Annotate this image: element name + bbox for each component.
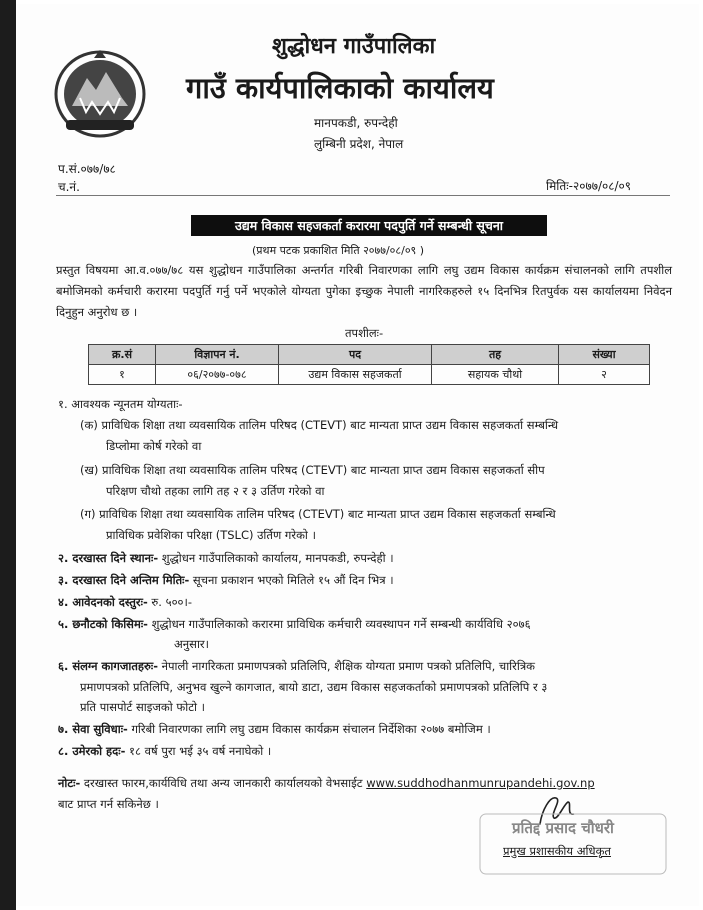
qualification-ga-line2: प्राविधिक प्रवेशिका परिक्षा (TSLC) उर्तिण गरेको । bbox=[106, 528, 316, 542]
item-text: शुद्धोधन गाउँपालिकाको करारमा प्राविधिक कर्मचारी व्यवस्थापन गर्ने सम्बन्धी कार्यविधि २०७६ bbox=[147, 617, 531, 631]
item-text: शुद्धोधन गाउँपालिकाको कार्यालय, मानपकडी, रुपन्देही । bbox=[158, 551, 394, 565]
nepal-emblem-icon bbox=[52, 48, 148, 140]
item-label: २. दरखास्त दिने स्थानः- bbox=[58, 551, 159, 565]
item-label: ८. उमेरको हदः- bbox=[58, 744, 126, 758]
qualification-kha-line2: परिक्षण चौथो तहका लागि तह २ र ३ उर्तिण गरेको वा bbox=[106, 484, 325, 498]
address-line2: लुम्बिनी प्रदेश, नेपाल bbox=[314, 137, 404, 151]
item-label: ४. आवेदनको दस्तुरः- bbox=[58, 595, 148, 609]
item-text: रु. ५००।- bbox=[147, 595, 193, 609]
item-documents bbox=[58, 659, 535, 674]
publication-date: (प्रथम पटक प्रकाशित मिति २०७७/०८/०९ ) bbox=[252, 244, 425, 257]
item-selection bbox=[58, 617, 531, 632]
item-application-place bbox=[58, 551, 394, 566]
qualification-ga-line1: (ग) प्राविधिक शिक्षा तथा व्यवसायिक तालिम परिषद (CTEVT) बाट मान्यता प्राप्त उद्यम विकास सहजकर्ता सम्बन्धि bbox=[80, 507, 556, 521]
item-deadline bbox=[58, 573, 394, 588]
footer-note bbox=[58, 776, 595, 791]
item-label: ५. छनौटको किसिमः- bbox=[58, 617, 148, 631]
issue-date: मितिः-२०७७/०८/०९ bbox=[546, 179, 631, 193]
item-text: गरिबी निवारणका लागि लघु उद्यम विकास कार्यक्रम संचालन निर्देशिका २०७७ बमोजिम । bbox=[127, 722, 491, 736]
col-advert-no: विज्ञापन नं. bbox=[156, 345, 279, 365]
cell-advert-no: ०६/२०७७-०७८ bbox=[156, 365, 279, 385]
cell-level: सहायक चौथो bbox=[432, 365, 559, 385]
item-age-limit bbox=[58, 744, 271, 759]
cell-count: २ bbox=[559, 365, 650, 385]
col-serial: क्र.सं bbox=[89, 345, 156, 365]
cell-serial: १ bbox=[89, 365, 156, 385]
item-label: ६. संलग्न कागजातहरुः- bbox=[58, 659, 158, 673]
col-level: तह bbox=[432, 345, 559, 365]
signatory-title: प्रमुख प्रशासकीय अधिकृत bbox=[503, 844, 611, 858]
item-fee bbox=[58, 595, 192, 610]
org-name-line1: शुद्धोधन गाउँपालिका bbox=[272, 34, 436, 59]
signatory-name: प्रतिद्द प्रसाद चौधरी bbox=[512, 819, 614, 837]
item-text: नेपाली नागरिकता प्रमाणपत्रको प्रतिलिपि, शैक्षिक योग्यता प्रमाण पत्रको प्रतिलिपि, चारित्रिक bbox=[157, 659, 536, 673]
reference-number: प.सं.०७७/७८ bbox=[58, 162, 116, 176]
scan-dark-edge bbox=[0, 0, 16, 910]
org-name-line2: गाउँ कार्यपालिकाको कार्यालय bbox=[186, 71, 494, 105]
note-label: नोटः- bbox=[58, 776, 81, 790]
item-documents-cont1: प्रमाणपत्रको प्रतिलिपि, अनुभव खुल्ने कागजात, बायो डाटा, उद्यम विकास सहजकर्ताको प्रमाणपत्रको प्रतिलिपि र ३ bbox=[80, 680, 548, 694]
notice-subject: उद्यम विकास सहजकर्ता करारमा पदपुर्ति गर्ने सम्बन्धी सूचना bbox=[191, 215, 547, 236]
item-documents-cont2: प्रति पासपोर्ट साइजको फोटो । bbox=[80, 700, 206, 714]
item-text: सूचना प्रकाशन भएको मितिले १५ औं दिन भित्र । bbox=[189, 573, 394, 587]
notice-body: प्रस्तुत विषयमा आ.व.०७७/७८ यस शुद्धोधन गाउँपालिका अन्तर्गत गरिबी निवारणका लागि लघु उद्यम विकास कार्यक्रम संचालनको लागि तपशील बमोजिमको कर्मचारी करारमा पदपुर्ति गर्नु पर्ने भएकोले योग्यता पुगेका इच्छुक नेपाली नागरिकहरुले १५ दिनभित्र रितपुर्वक यस कार्यालयमा निवेदन दिनुहुन अनुरोध छ । bbox=[56, 263, 672, 319]
address-line1: मानपकडी, रुपन्देही bbox=[314, 116, 398, 130]
item-label: ७. सेवा सुविधाः- bbox=[58, 722, 128, 736]
cell-post: उद्यम विकास सहजकर्ता bbox=[279, 365, 432, 385]
qualification-ka-line2: डिप्लोमा कोर्ष गरेको वा bbox=[106, 439, 202, 453]
details-heading: तपशीलः- bbox=[345, 326, 384, 340]
qualification-heading: १. आवश्यक न्यूनतम योग्यताः- bbox=[58, 397, 183, 411]
item-benefits bbox=[58, 722, 491, 737]
item-label: ३. दरखास्त दिने अन्तिम मितिः- bbox=[58, 573, 190, 587]
footer-note-cont: बाट प्राप्त गर्न सकिनेछ । bbox=[58, 797, 159, 811]
vacancy-table bbox=[88, 344, 650, 385]
item-text: १८ वर्ष पुरा भई ३५ वर्ष ननाघेको । bbox=[125, 744, 272, 758]
table-row bbox=[89, 365, 650, 385]
col-count: संख्या bbox=[559, 345, 650, 365]
header-divider bbox=[56, 195, 670, 196]
dispatch-number: च.नं. bbox=[58, 180, 80, 194]
note-text: दरखास्त फारम,कार्यविधि तथा अन्य जानकारी कार्यालयको वेभसाईट bbox=[80, 776, 367, 790]
table-header-row bbox=[89, 345, 650, 365]
col-post: पद bbox=[279, 345, 432, 365]
qualification-ka-line1: (क) प्राविधिक शिक्षा तथा व्यवसायिक तालिम परिषद (CTEVT) बाट मान्यता प्राप्त उद्यम विकास सहजकर्ता सम्बन्धि bbox=[80, 418, 559, 432]
item-selection-cont: अनुसार। bbox=[174, 637, 209, 651]
qualification-kha-line1: (ख) प्राविधिक शिक्षा तथा व्यवसायिक तालिम परिषद (CTEVT) बाट मान्यता प्राप्त उद्यम विकास सहजकर्ता सीप bbox=[80, 463, 545, 477]
website-link[interactable]: www.suddhodhanmunrupandehi.gov.np bbox=[366, 776, 595, 790]
